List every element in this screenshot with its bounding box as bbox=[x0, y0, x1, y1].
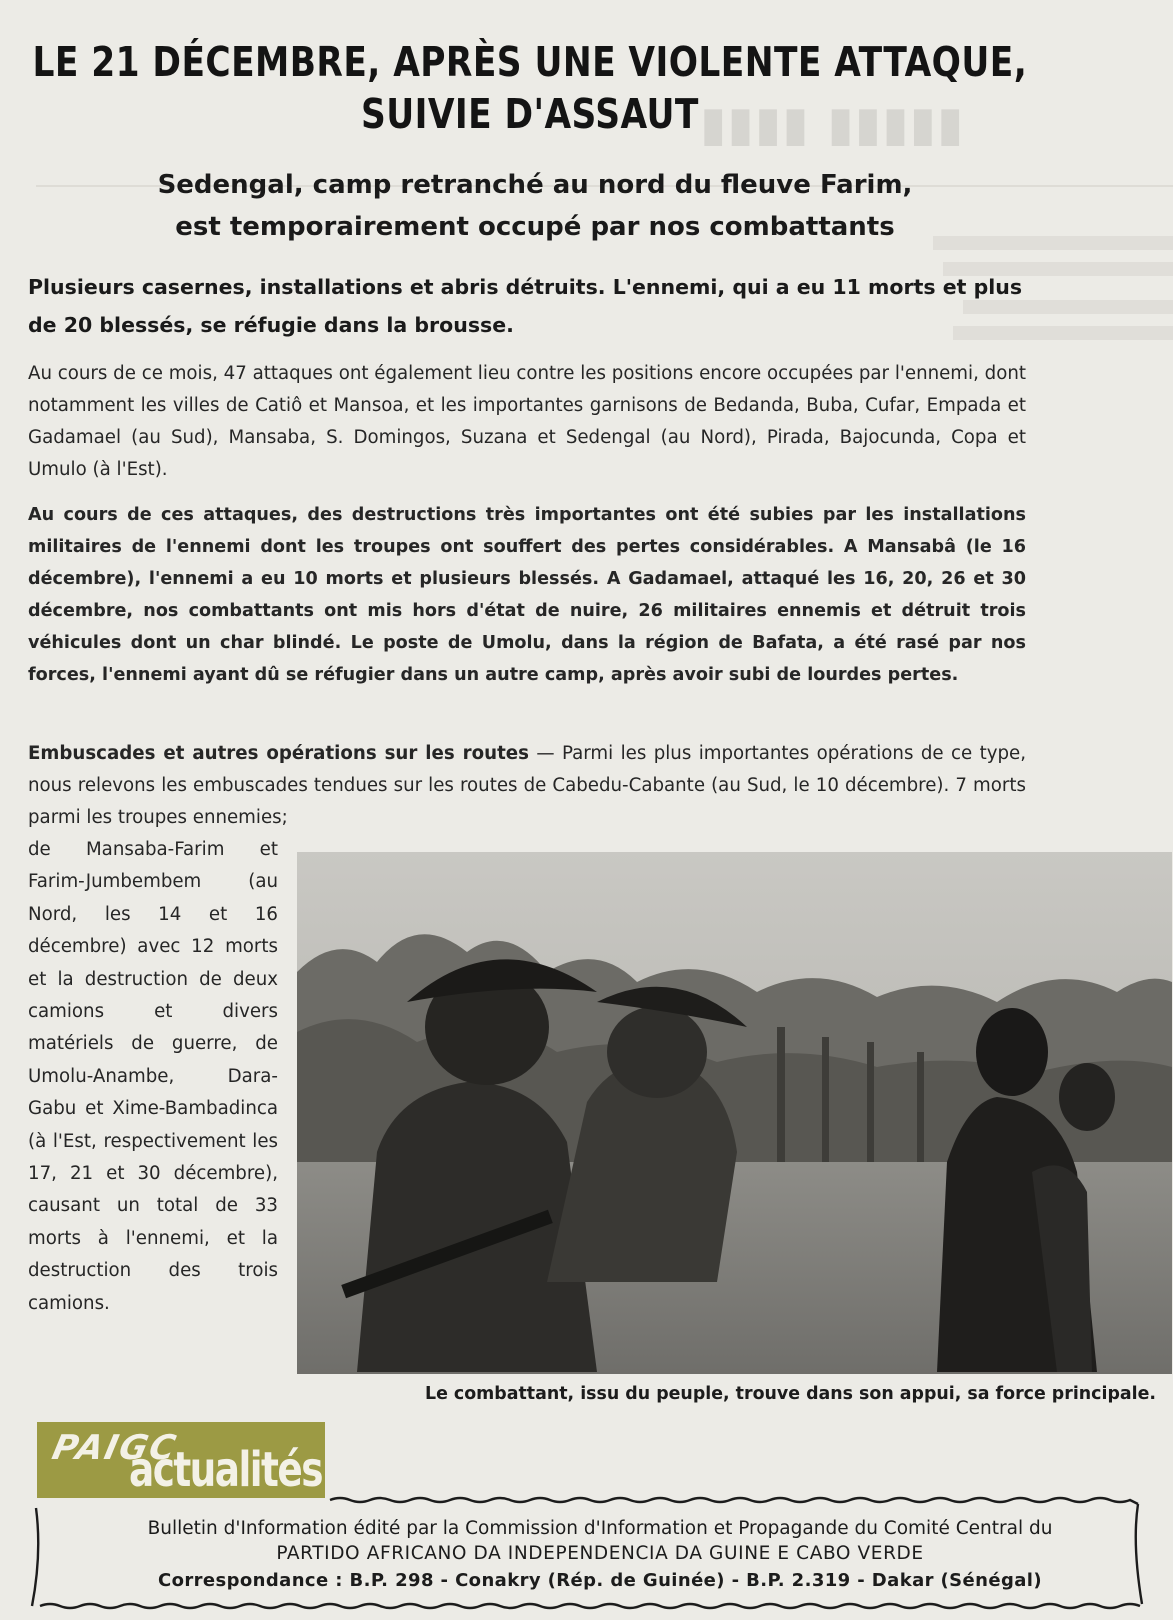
paragraph-attacks: Au cours de ce mois, 47 attaques ont également lieu contre les positions encore occupées par l'ennemi, dont notamment les villes de Catiô et Mansoa, et les importantes garnisons de Bedanda, Buba, Cufar, Empada et Gadamael (au Sud), Mansaba, S. Domingos, Suzana et Sedengal (au Nord), Pirada, Bajocunda, Copa et Umulo (à l'Est). bbox=[28, 363, 1026, 480]
paragraph-destructions: Au cours de ces attaques, des destructions très importantes ont été subies par les installations militaires de l'ennemi dont les troupes ont souffert des pertes considérables. A Mansabâ (le 16 décembre), l'ennemi a eu 10 morts et plusieurs blessés. A Gadamael, attaqué les 16, 20, 26 et 30 décembre, nos combattants ont mis hors d'état de nuire, 26 militaires ennemis et détruit trois véhicules dont un char blindé. Le poste de Umolu, dans la région de Bafata, a été rasé par nos forces, l'ennemi ayant dû se réfugier dans un autre camp, après avoir subi de lourdes pertes. bbox=[28, 505, 1026, 685]
column-text: de Mansaba-Farim et Farim-Jumbembem (au Nord, les 14 et 16 décembre) avec 12 morts et la destruction de deux camions et divers matériels de guerre, de Umolu-Anambe, Dara-Gabu et Xime-Bambadinca (à l'Est, respectivement les 17, 21 et 30 décembre), causant un total de 33 morts à l'ennemi, et la destruction des trois camions. bbox=[28, 839, 278, 1314]
logo-paigc-text: PAIGC bbox=[48, 1428, 181, 1468]
footer-party-name: PARTIDO AFRICANO DA INDEPENDENCIA DA GUINE E CABO VERDE bbox=[276, 1543, 924, 1564]
ambush-heading: Embuscades et autres opérations sur les routes bbox=[28, 743, 529, 764]
headline bbox=[20, 36, 1040, 140]
subheadline bbox=[30, 164, 1040, 248]
logo-actualites-text: actualités bbox=[129, 1442, 322, 1498]
paigc-actualites-logo bbox=[37, 1422, 325, 1498]
headline-line-2: SUIVIE D'ASSAUT bbox=[360, 90, 699, 138]
lead-paragraph: Plusieurs casernes, installations et abris détruits. L'ennemi, qui a eu 11 morts et plus de 20 blessés, se réfugie dans la brousse. bbox=[28, 275, 1023, 337]
footer-publisher: Bulletin d'Information édité par la Commission d'Information et Propagande du Comité Central du bbox=[147, 1518, 1053, 1539]
footer-box bbox=[30, 1494, 1148, 1614]
bleed-through-title: ▮▮▮▮ ▮▮▮▮▮ bbox=[700, 96, 965, 152]
headline-line-1: LE 21 DÉCEMBRE, APRÈS UNE VIOLENTE ATTAQUE, bbox=[32, 38, 1028, 86]
subheadline-line-1: Sedengal, camp retranché au nord du fleuve Farim, bbox=[157, 170, 913, 200]
photo-illustration bbox=[297, 852, 1172, 1374]
photo-caption: Le combattant, issu du peuple, trouve dans son appui, sa force principale. bbox=[425, 1384, 1156, 1404]
subheadline-line-2: est temporairement occupé par nos combattants bbox=[175, 212, 895, 242]
combatants-photo bbox=[297, 852, 1172, 1374]
ambush-text: — Parmi les plus importantes opérations de ce type, nous relevons les embuscades tendues sur les routes de Cabedu-Cabante (au Sud, le 10 décembre). 7 morts parmi les troupes ennemies; bbox=[28, 743, 1026, 828]
footer-correspondence: Correspondance : B.P. 298 - Conakry (Rép. de Guinée) - B.P. 2.319 - Dakar (Sénégal) bbox=[157, 1570, 1043, 1591]
paragraph-ambushes bbox=[28, 738, 1026, 834]
